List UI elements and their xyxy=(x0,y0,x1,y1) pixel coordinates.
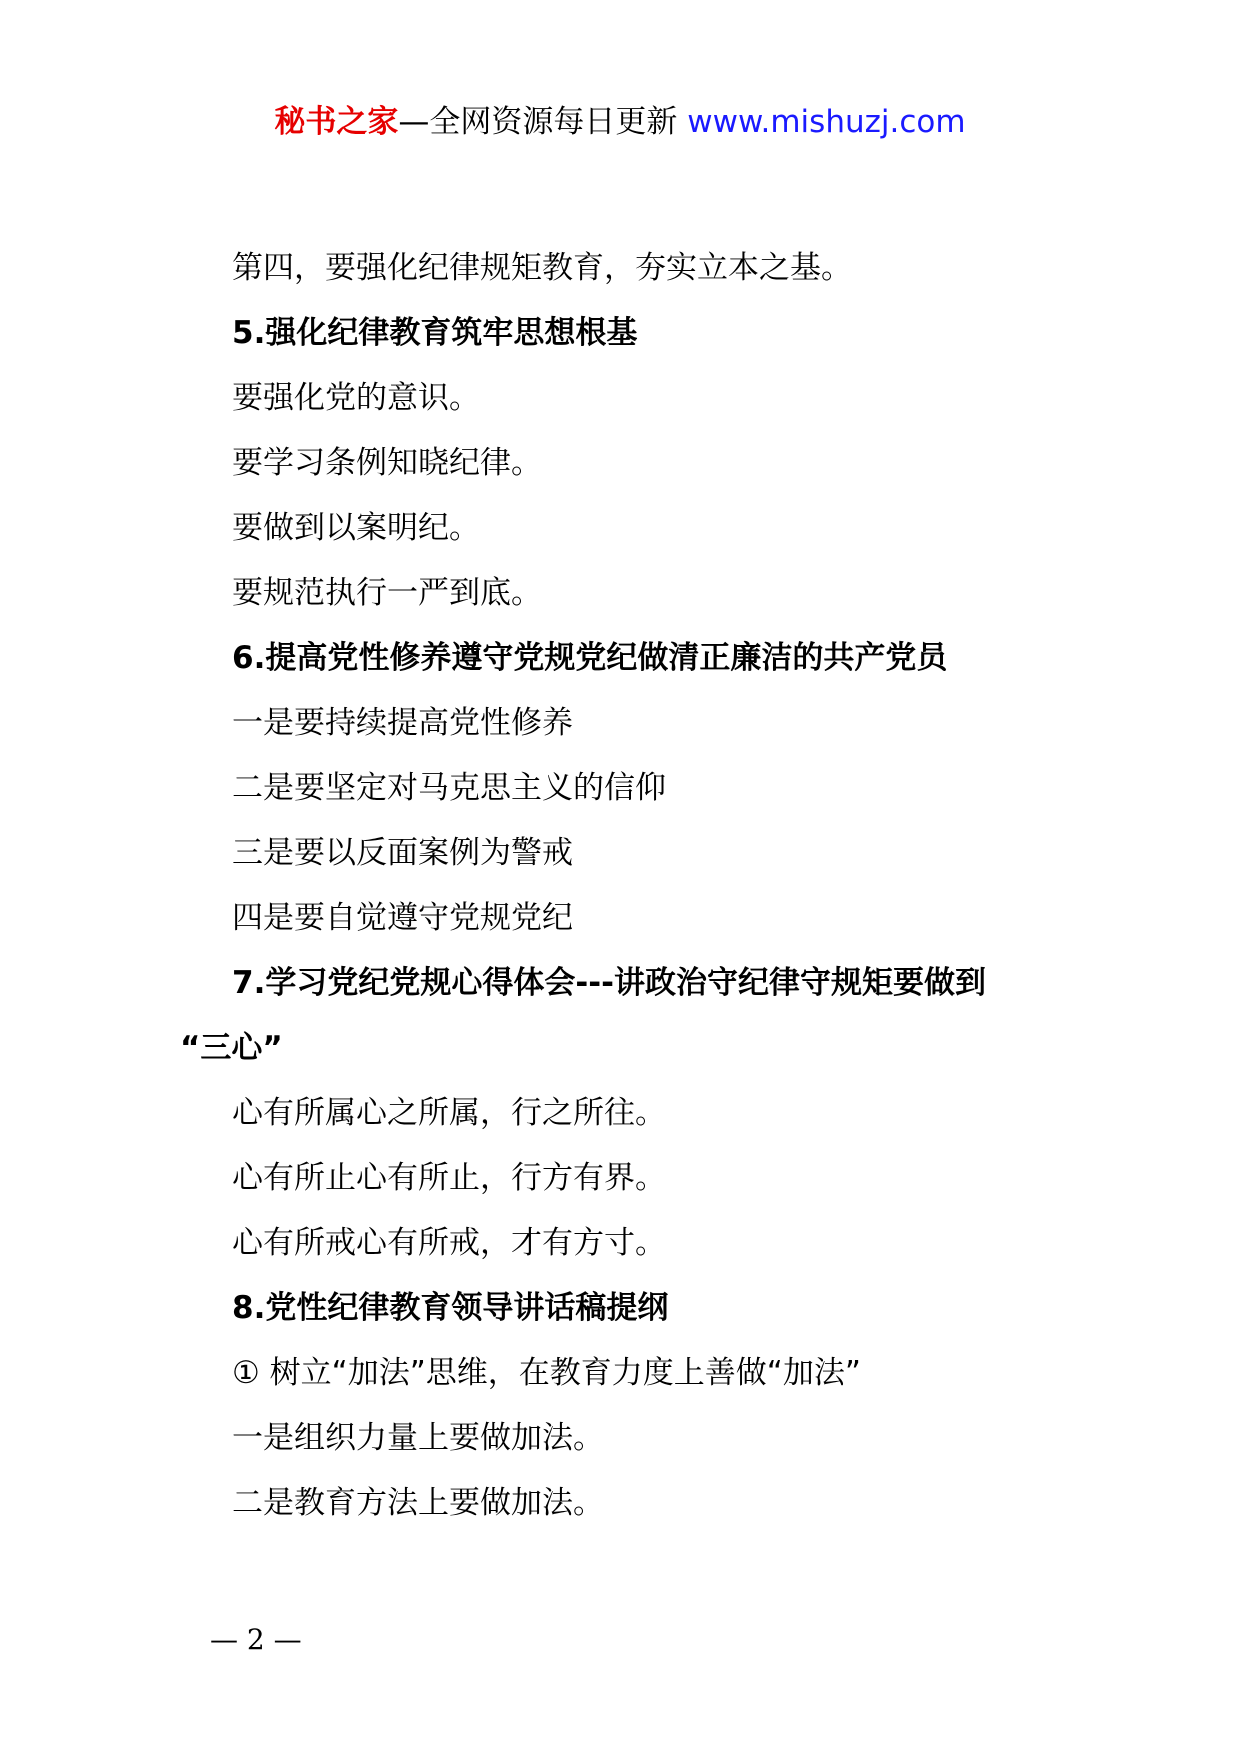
paragraph: 二是教育方法上要做加法。 xyxy=(232,1485,604,1521)
site-header xyxy=(0,102,1240,142)
page-number: — 2 — xyxy=(210,1623,302,1656)
site-brand: 秘书之家 xyxy=(274,104,399,140)
section-heading: 8.党性纪律教育领导讲话稿提纲 xyxy=(232,1290,669,1326)
paragraph: 四是要自觉遵守党规党纪 xyxy=(232,900,573,936)
site-url-link[interactable]: www.mishuzj.com xyxy=(687,104,966,140)
paragraph: 一是组织力量上要做加法。 xyxy=(232,1420,604,1456)
paragraph: 要做到以案明纪。 xyxy=(232,510,480,546)
paragraph: ① 树立“加法”思维，在教育力度上善做“加法” xyxy=(232,1355,861,1391)
paragraph: 心有所属心之所属，行之所往。 xyxy=(232,1095,666,1131)
paragraph: 三是要以反面案例为警戒 xyxy=(232,835,573,871)
section-heading: 6.提高党性修养遵守党规党纪做清正廉洁的共产党员 xyxy=(232,640,948,676)
paragraph: 一是要持续提高党性修养 xyxy=(232,705,573,741)
section-heading: 5.强化纪律教育筑牢思想根基 xyxy=(232,315,638,351)
paragraph: 二是要坚定对马克思主义的信仰 xyxy=(232,770,666,806)
paragraph: 要学习条例知晓纪律。 xyxy=(232,445,542,481)
site-tagline: —全网资源每日更新 xyxy=(398,104,678,140)
section-heading: 7.学习党纪党规心得体会---讲政治守纪律守规矩要做到 xyxy=(232,965,986,1001)
paragraph: 要规范执行一严到底。 xyxy=(232,575,542,611)
section-heading-continuation: “三心” xyxy=(180,1030,283,1066)
paragraph: 心有所止心有所止，行方有界。 xyxy=(232,1160,666,1196)
paragraph: 要强化党的意识。 xyxy=(232,380,480,416)
paragraph: 心有所戒心有所戒，才有方寸。 xyxy=(232,1225,666,1261)
document-body xyxy=(180,236,1100,1536)
paragraph: 第四，要强化纪律规矩教育，夯实立本之基。 xyxy=(232,250,852,286)
